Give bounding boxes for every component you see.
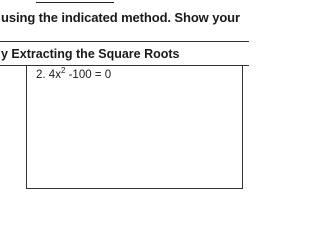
- equation-term: 4x: [48, 69, 61, 81]
- header-underline: [36, 2, 114, 3]
- section-title: y Extracting the Square Roots: [1, 47, 180, 61]
- problem-number: 2.: [36, 69, 46, 81]
- table-top-rule: [0, 41, 249, 42]
- problem-cell: [26, 65, 243, 189]
- equation-rest: -100 = 0: [65, 69, 112, 81]
- instruction-text: using the indicated method. Show your: [1, 10, 240, 25]
- equation-exponent: 2: [60, 66, 66, 76]
- problem-equation: [36, 66, 112, 81]
